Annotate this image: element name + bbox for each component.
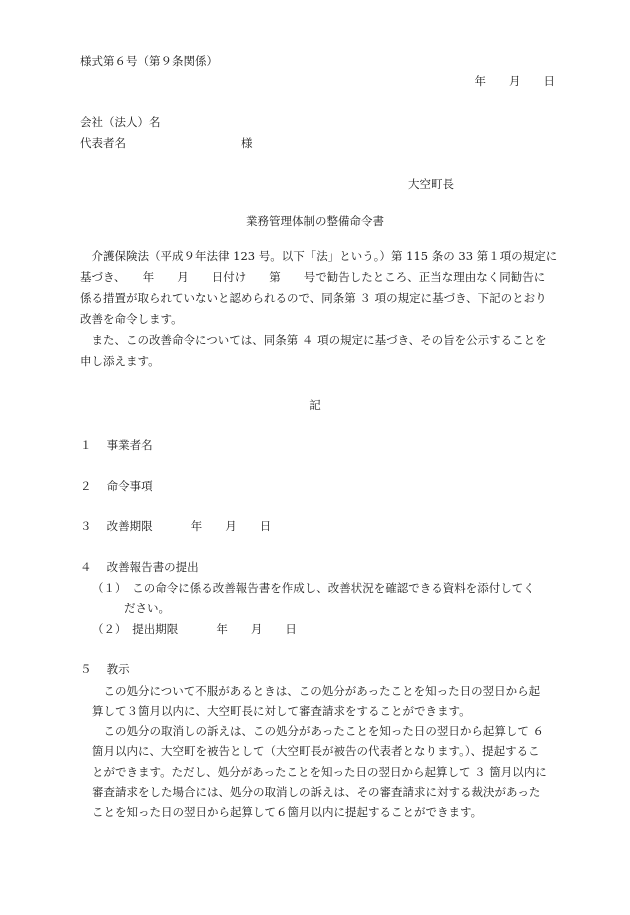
- item-report-sub-1: （１） この命令に係る改善報告書を作成し、改善状況を確認できる資料を添付してく: [92, 581, 535, 595]
- document-title: 業務管理体制の整備命令書: [246, 214, 384, 228]
- body-line: 係る措置が取られていないと認められるので、同条第 ３ 項の規定に基づき、下記のとおり: [80, 291, 547, 305]
- notice-line: 審査請求をした場合には、処分の取消しの訴えは、その審査請求に対する裁決があった: [92, 785, 541, 799]
- representative-label: 代表者名 様: [80, 136, 253, 150]
- item-report-sub-1-cont: ださい。: [124, 601, 170, 615]
- company-name-label: 会社（法人）名: [80, 115, 161, 129]
- notice-line: ことを知った日の翌日から起算して６箇月以内に提起することができます。: [92, 805, 483, 819]
- notice-line: この処分の取消しの訴えは、この処分があったことを知った日の翌日から起算して ６: [92, 724, 545, 738]
- date-line: 年 月 日: [474, 74, 555, 88]
- ki-heading: 記: [309, 398, 321, 412]
- issuer: 大空町長: [408, 177, 454, 191]
- body-line: また、この改善命令については、同条第 ４ 項の規定に基づき、その旨を公示することを: [80, 333, 547, 347]
- item-deadline: ３ 改善期限 年 月 日: [80, 519, 272, 533]
- body-line: 改善を命令します。: [80, 312, 183, 326]
- notice-line: 箇月以内に、大空町を被告として（大空町長が被告の代表者となります。）、提起するこ: [92, 744, 540, 758]
- notice-line: とができます。ただし、処分があったことを知った日の翌日から起算して ３ 箇月以内に: [92, 765, 547, 779]
- notice-line: 算して３箇月以内に、大空町長に対して審査請求をすることができます。: [92, 704, 471, 718]
- item-instruction: ５ 教示: [80, 662, 130, 676]
- body-line: 介護保険法（平成９年法律 123 号。以下「法」という。）第 115 条の 33 第１項の規定に: [80, 249, 558, 263]
- item-business-name: １ 事業者名: [80, 438, 153, 452]
- item-report-sub-2: （２） 提出期限 年 月 日: [92, 622, 297, 636]
- notice-line: この処分について不服があるときは、この処分があったことを知った日の翌日から起: [92, 684, 541, 698]
- item-order-matter: ２ 命令事項: [80, 479, 153, 493]
- form-number: 様式第６号（第９条関係）: [80, 54, 218, 68]
- item-report-submission: ４ 改善報告書の提出: [80, 560, 199, 574]
- body-line: 申し添えます。: [80, 354, 160, 368]
- body-line: 基づき、 年 月 日付け 第 号で勧告したところ、正当な理由なく同勧告に: [80, 270, 546, 284]
